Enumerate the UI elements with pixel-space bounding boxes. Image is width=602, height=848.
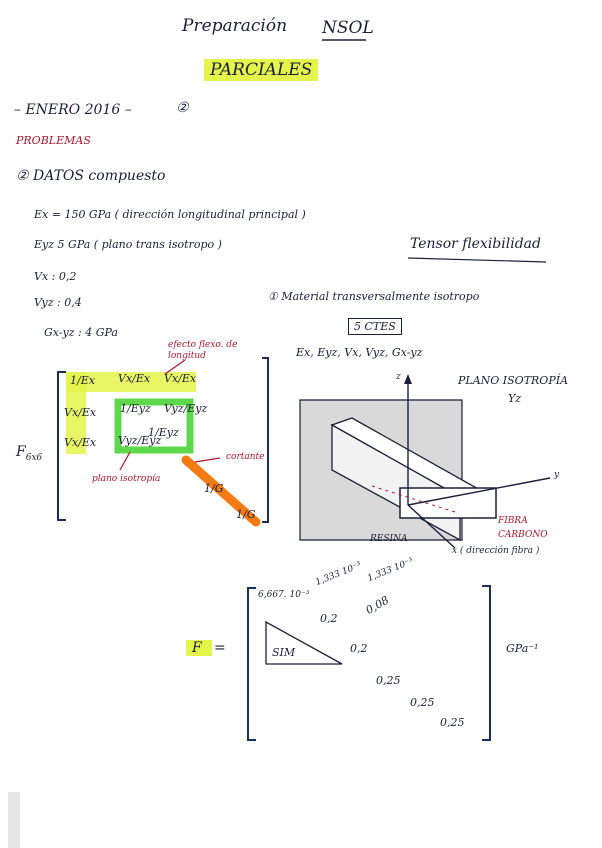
data-gxyz: Gx-yz : 4 GPa bbox=[44, 326, 118, 339]
parciales-badge bbox=[204, 60, 318, 80]
cell-a12: Vx/Ex bbox=[118, 372, 151, 385]
plane-label: PLANO ISOTROPÍA bbox=[458, 374, 569, 387]
result-r1c1: 6,667. 10⁻³ bbox=[258, 590, 310, 600]
parciales-text: PARCIALES bbox=[204, 59, 318, 81]
exam-date: – ENERO 2016 – bbox=[14, 102, 132, 118]
constants-box bbox=[348, 320, 402, 333]
cell-a23: Vyz/Eyz bbox=[164, 402, 208, 415]
problem-heading: ② DATOS compuesto bbox=[16, 168, 166, 184]
axis-y-label: y bbox=[554, 470, 560, 480]
axis-x-label: x ( dirección fibra ) bbox=[452, 546, 540, 556]
matrix-label-f: F bbox=[16, 444, 26, 460]
result-units: GPa⁻¹ bbox=[506, 642, 539, 655]
cell-a13: Vx/Ex bbox=[164, 372, 197, 385]
cell-a31: Vx/Ex bbox=[64, 436, 97, 449]
course-name: NSOL bbox=[322, 18, 374, 38]
data-eyz: Eyz 5 GPa ( plano trans isotropo ) bbox=[34, 238, 222, 251]
section-label: PROBLEMAS bbox=[16, 134, 91, 147]
cell-a21: Vx/Ex bbox=[64, 406, 97, 419]
data-vyz: Vyz : 0,4 bbox=[34, 296, 82, 309]
tensor-title: Tensor flexibilidad bbox=[410, 236, 541, 252]
constants-box-text: 5 CTES bbox=[348, 318, 402, 335]
scan-edge-strip bbox=[8, 792, 20, 848]
note-isotropy-plane: plano isotropía bbox=[92, 474, 161, 484]
note-long-effect: efecto flexo. de longitud bbox=[168, 340, 238, 361]
cell-diag4: 1/G bbox=[204, 482, 224, 495]
tensor-underline bbox=[408, 258, 546, 262]
resin-label: RESINA bbox=[370, 534, 408, 544]
result-label: F bbox=[192, 640, 202, 656]
result-left-bracket bbox=[248, 588, 256, 740]
result-sim: SIM bbox=[272, 646, 296, 659]
result-d5: 0,25 bbox=[410, 696, 435, 709]
cell-diag5: 1/G bbox=[236, 508, 256, 521]
result-right-bracket bbox=[482, 586, 490, 740]
matrix-right-bracket bbox=[262, 358, 268, 522]
result-d4: 0,25 bbox=[376, 674, 401, 687]
plane-sub-label: Yz bbox=[508, 392, 522, 405]
result-equals: = bbox=[214, 640, 226, 656]
matrix-label-sub: 6x6 bbox=[25, 452, 43, 463]
fiber-label: FIBRA bbox=[498, 516, 528, 526]
note-arrow-plane bbox=[120, 452, 130, 470]
data-vx: Vx : 0,2 bbox=[34, 270, 77, 283]
cell-a11: 1/Ex bbox=[70, 374, 95, 387]
result-r2c3: 0,08 bbox=[363, 593, 392, 617]
axis-z-label: z bbox=[396, 372, 401, 382]
data-ex: Ex = 150 GPa ( dirección longitudinal principal ) bbox=[34, 208, 306, 221]
result-r2c2: 0,2 bbox=[320, 612, 338, 625]
cell-a22: 1/Eyz bbox=[120, 402, 151, 415]
result-r3c3: 0,2 bbox=[350, 642, 368, 655]
constants-list: Ex, Eyz, Vx, Vyz, Gx-yz bbox=[296, 346, 423, 359]
step1-text: ① Material transversalmente isotropo bbox=[268, 290, 480, 303]
axis-z-arrow bbox=[404, 374, 412, 384]
cell-a33: 1/Eyz bbox=[148, 426, 179, 439]
result-d6: 0,25 bbox=[440, 716, 465, 729]
result-r1c2: 1,333 10⁻³ bbox=[314, 560, 363, 588]
exam-number: ② bbox=[176, 100, 189, 116]
note-shear: cortante bbox=[226, 452, 265, 462]
cell-a32: Vyz/Eyz bbox=[118, 434, 162, 447]
fiber-sub-label: CARBONO bbox=[498, 530, 548, 540]
result-r1c3: 1,333 10⁻³ bbox=[366, 556, 415, 584]
matrix-label bbox=[16, 444, 42, 463]
page-title: Preparación bbox=[182, 16, 288, 36]
note-arrow-shear bbox=[195, 458, 220, 462]
fiber-end bbox=[400, 488, 496, 518]
